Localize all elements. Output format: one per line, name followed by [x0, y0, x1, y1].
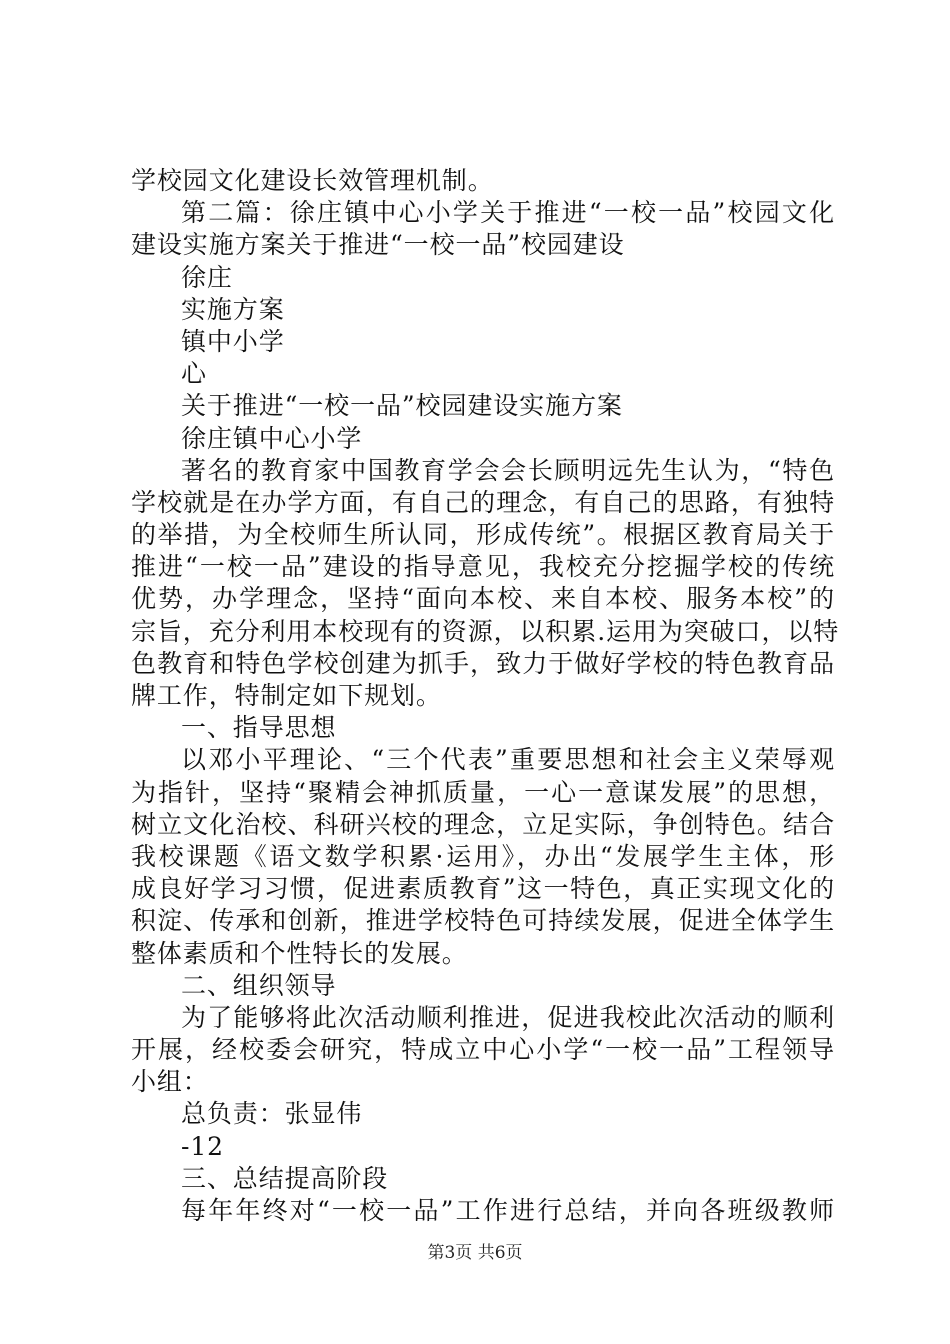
text-line: 每年年终对“一校一品”工作进行总结，并向各班级教师 [181, 1196, 835, 1225]
text-line: 牌工作，特制定如下规划。 [131, 681, 442, 710]
text-line: 一、指导思想 [181, 713, 337, 743]
text-line: 树立文化治校、科研兴校的理念，立足实际，争创特色。结合 [131, 809, 835, 839]
text-line: 实施方案 [181, 294, 285, 324]
text-line: 优势，办学理念，坚持“面向本校、来自本校、服务本校”的 [131, 584, 835, 614]
text-line: 学校园文化建设长效管理机制。 [131, 166, 494, 195]
text-line: 徐庄 [181, 262, 233, 292]
text-line: 为指针，坚持“聚精会神抓质量，一心一意谋发展”的思想， [131, 777, 835, 807]
text-line: 三、总结提高阶段 [181, 1163, 389, 1193]
text-line: 总负责：张显伟 [181, 1099, 363, 1129]
text-line: 积淀、传承和创新，推进学校特色可持续发展，促进全体学生 [131, 906, 835, 936]
text-line: 整体素质和个性特长的发展。 [131, 938, 468, 968]
text-line: 著名的教育家中国教育学会会长顾明远先生认为，“特色 [181, 455, 835, 485]
text-line: 建设实施方案关于推进“一校一品”校园建设 [131, 230, 625, 260]
text-line: 推进“一校一品”建设的指导意见，我校充分挖掘学校的传统 [131, 552, 835, 582]
text-line: 成良好学习习惯，促进素质教育”这一特色，真正实现文化的 [131, 874, 835, 904]
text-line: 宗旨，充分利用本校现有的资源，以积累.运用为突破口，以特 [131, 616, 840, 646]
text-line: 小组： [131, 1067, 209, 1097]
text-line: 第二篇：徐庄镇中心小学关于推进“一校一品”校园文化 [181, 198, 835, 228]
text-line: 学校就是在办学方面，有自己的理念，有自己的思路，有独特 [131, 487, 835, 517]
text-line: 为了能够将此次活动顺利推进，促进我校此次活动的顺利 [181, 1002, 835, 1032]
text-line: 开展，经校委会研究，特成立中心小学“一校一品”工程领导 [131, 1035, 835, 1065]
page-footer: 第3页 共6页 [427, 1243, 523, 1263]
text-line: -12 [181, 1131, 224, 1161]
text-line: 徐庄镇中心小学 [181, 423, 363, 453]
text-line: 以邓小平理论、“三个代表”重要思想和社会主义荣辱观 [181, 745, 835, 775]
text-line: 心 [181, 359, 207, 389]
text-line: 我校课题《语文数学积累·运用》，办出“发展学生主体，形 [131, 841, 835, 871]
text-line: 的举措，为全校师生所认同，形成传统”。根据区教育局关于 [131, 520, 835, 550]
text-line: 色教育和特色学校创建为抓手，致力于做好学校的特色教育品 [131, 648, 835, 678]
text-line: 镇中小学 [181, 326, 285, 356]
text-line: 二、组织领导 [181, 970, 337, 1000]
document-body [131, 165, 840, 1227]
text-line: 关于推进“一校一品”校园建设实施方案 [181, 391, 623, 421]
